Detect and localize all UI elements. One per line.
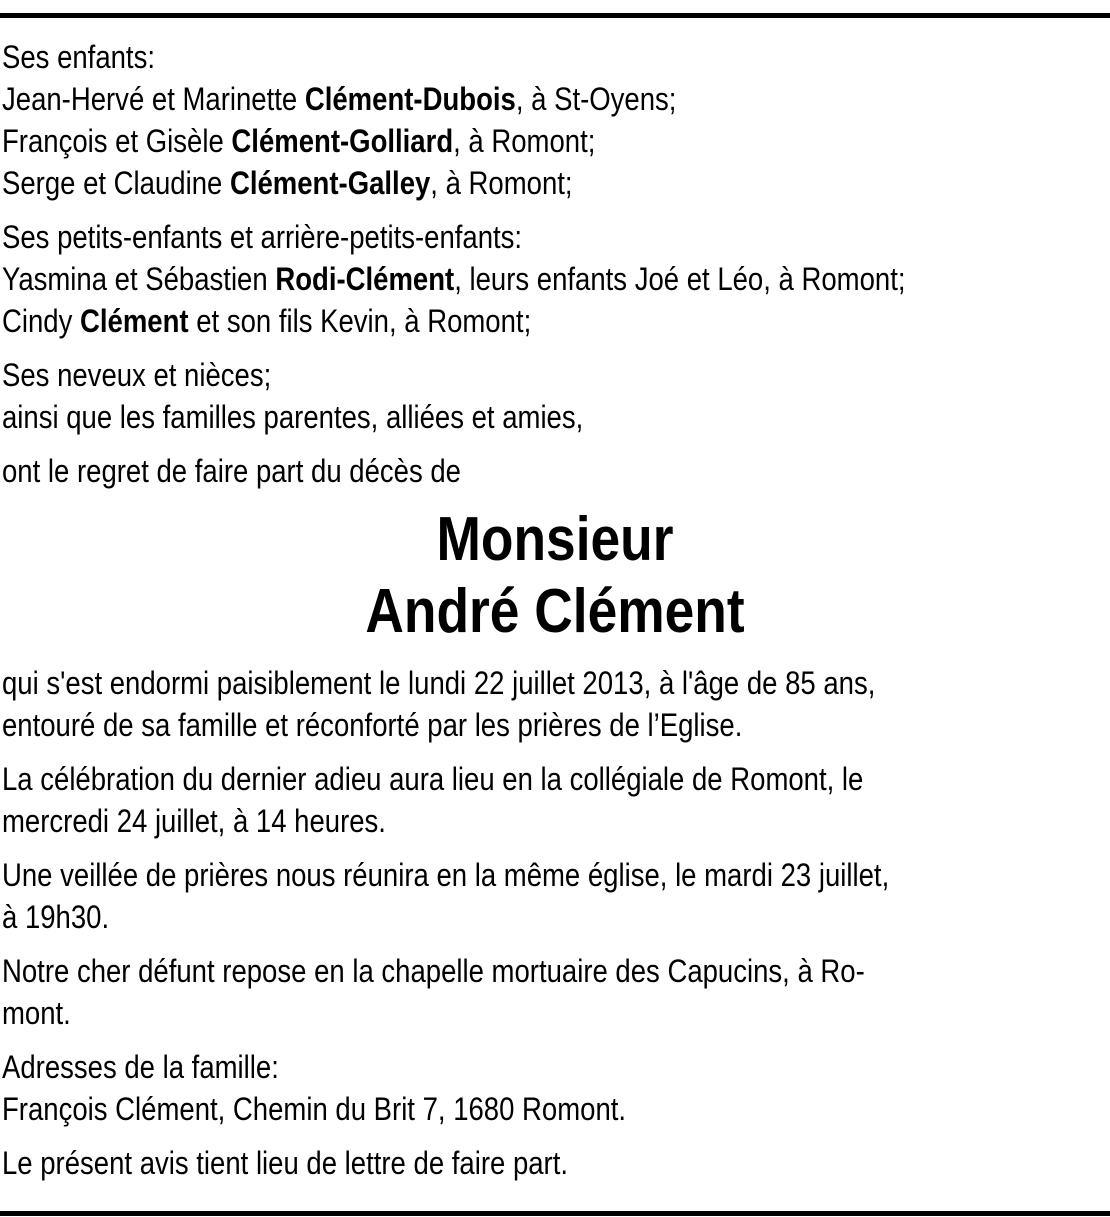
top-border-rule xyxy=(0,13,1110,18)
deceased-name-heading xyxy=(79,504,1030,648)
bottom-border-rule xyxy=(0,1211,1110,1216)
children-section xyxy=(2,36,1108,204)
honorific: Monsieur xyxy=(436,505,674,574)
passing-paragraph: qui s'est endormi paisiblement le lundi 22 juillet 2013, à l'âge de 85 ans, entouré de sa famille et réconforté par les prières de l’Eglise. xyxy=(2,665,876,743)
grandchild-line: Yasmina et Sébastien Rodi-Clément, leurs enfants Joé et Léo, à Romont; xyxy=(2,261,906,297)
nephews-line: Ses neveux et nièces; xyxy=(2,357,272,393)
obituary-notice xyxy=(2,36,1108,1196)
grandchildren-section xyxy=(2,216,1108,342)
grandchildren-intro: Ses petits-enfants et arrière-petits-enfants: xyxy=(2,219,523,255)
family-name: Clément xyxy=(80,303,189,339)
family-name: Clément-Galley xyxy=(229,165,431,201)
relatives-section xyxy=(2,354,1108,438)
family-address-paragraph: Adresses de la famille: François Clément, Chemin du Brit 7, 1680 Romont. xyxy=(2,1049,627,1127)
child-line: Jean-Hervé et Marinette Clément-Dubois, à St-Oyens; xyxy=(2,81,677,117)
repose-paragraph: Notre cher défunt repose en la chapelle mortuaire des Capucins, à Ro- mont. xyxy=(2,953,865,1031)
grandchild-line: Cindy Clément et son fils Kevin, à Romont; xyxy=(2,303,532,339)
family-name: Clément-Golliard xyxy=(231,123,454,159)
family-name: Rodi-Clément xyxy=(275,261,455,297)
child-line: Serge et Claudine Clément-Galley, à Romont; xyxy=(2,165,573,201)
child-line: François et Gisèle Clément-Golliard, à Romont; xyxy=(2,123,596,159)
family-name: Clément-Dubois xyxy=(304,81,516,117)
vigil-paragraph: Une veillée de prières nous réunira en la même église, le mardi 23 juillet, à 19h30. xyxy=(2,857,890,935)
deceased-name: André Clément xyxy=(365,577,745,646)
children-intro: Ses enfants: xyxy=(2,39,155,75)
announcement-text: ont le regret de faire part du décès de xyxy=(2,453,461,489)
closing-paragraph: Le présent avis tient lieu de lettre de faire part. xyxy=(2,1145,569,1181)
ceremony-paragraph: La célébration du dernier adieu aura lieu en la collégiale de Romont, le mercredi 24 juillet, à 14 heures. xyxy=(2,761,864,839)
families-line: ainsi que les familles parentes, alliées et amies, xyxy=(2,399,584,435)
